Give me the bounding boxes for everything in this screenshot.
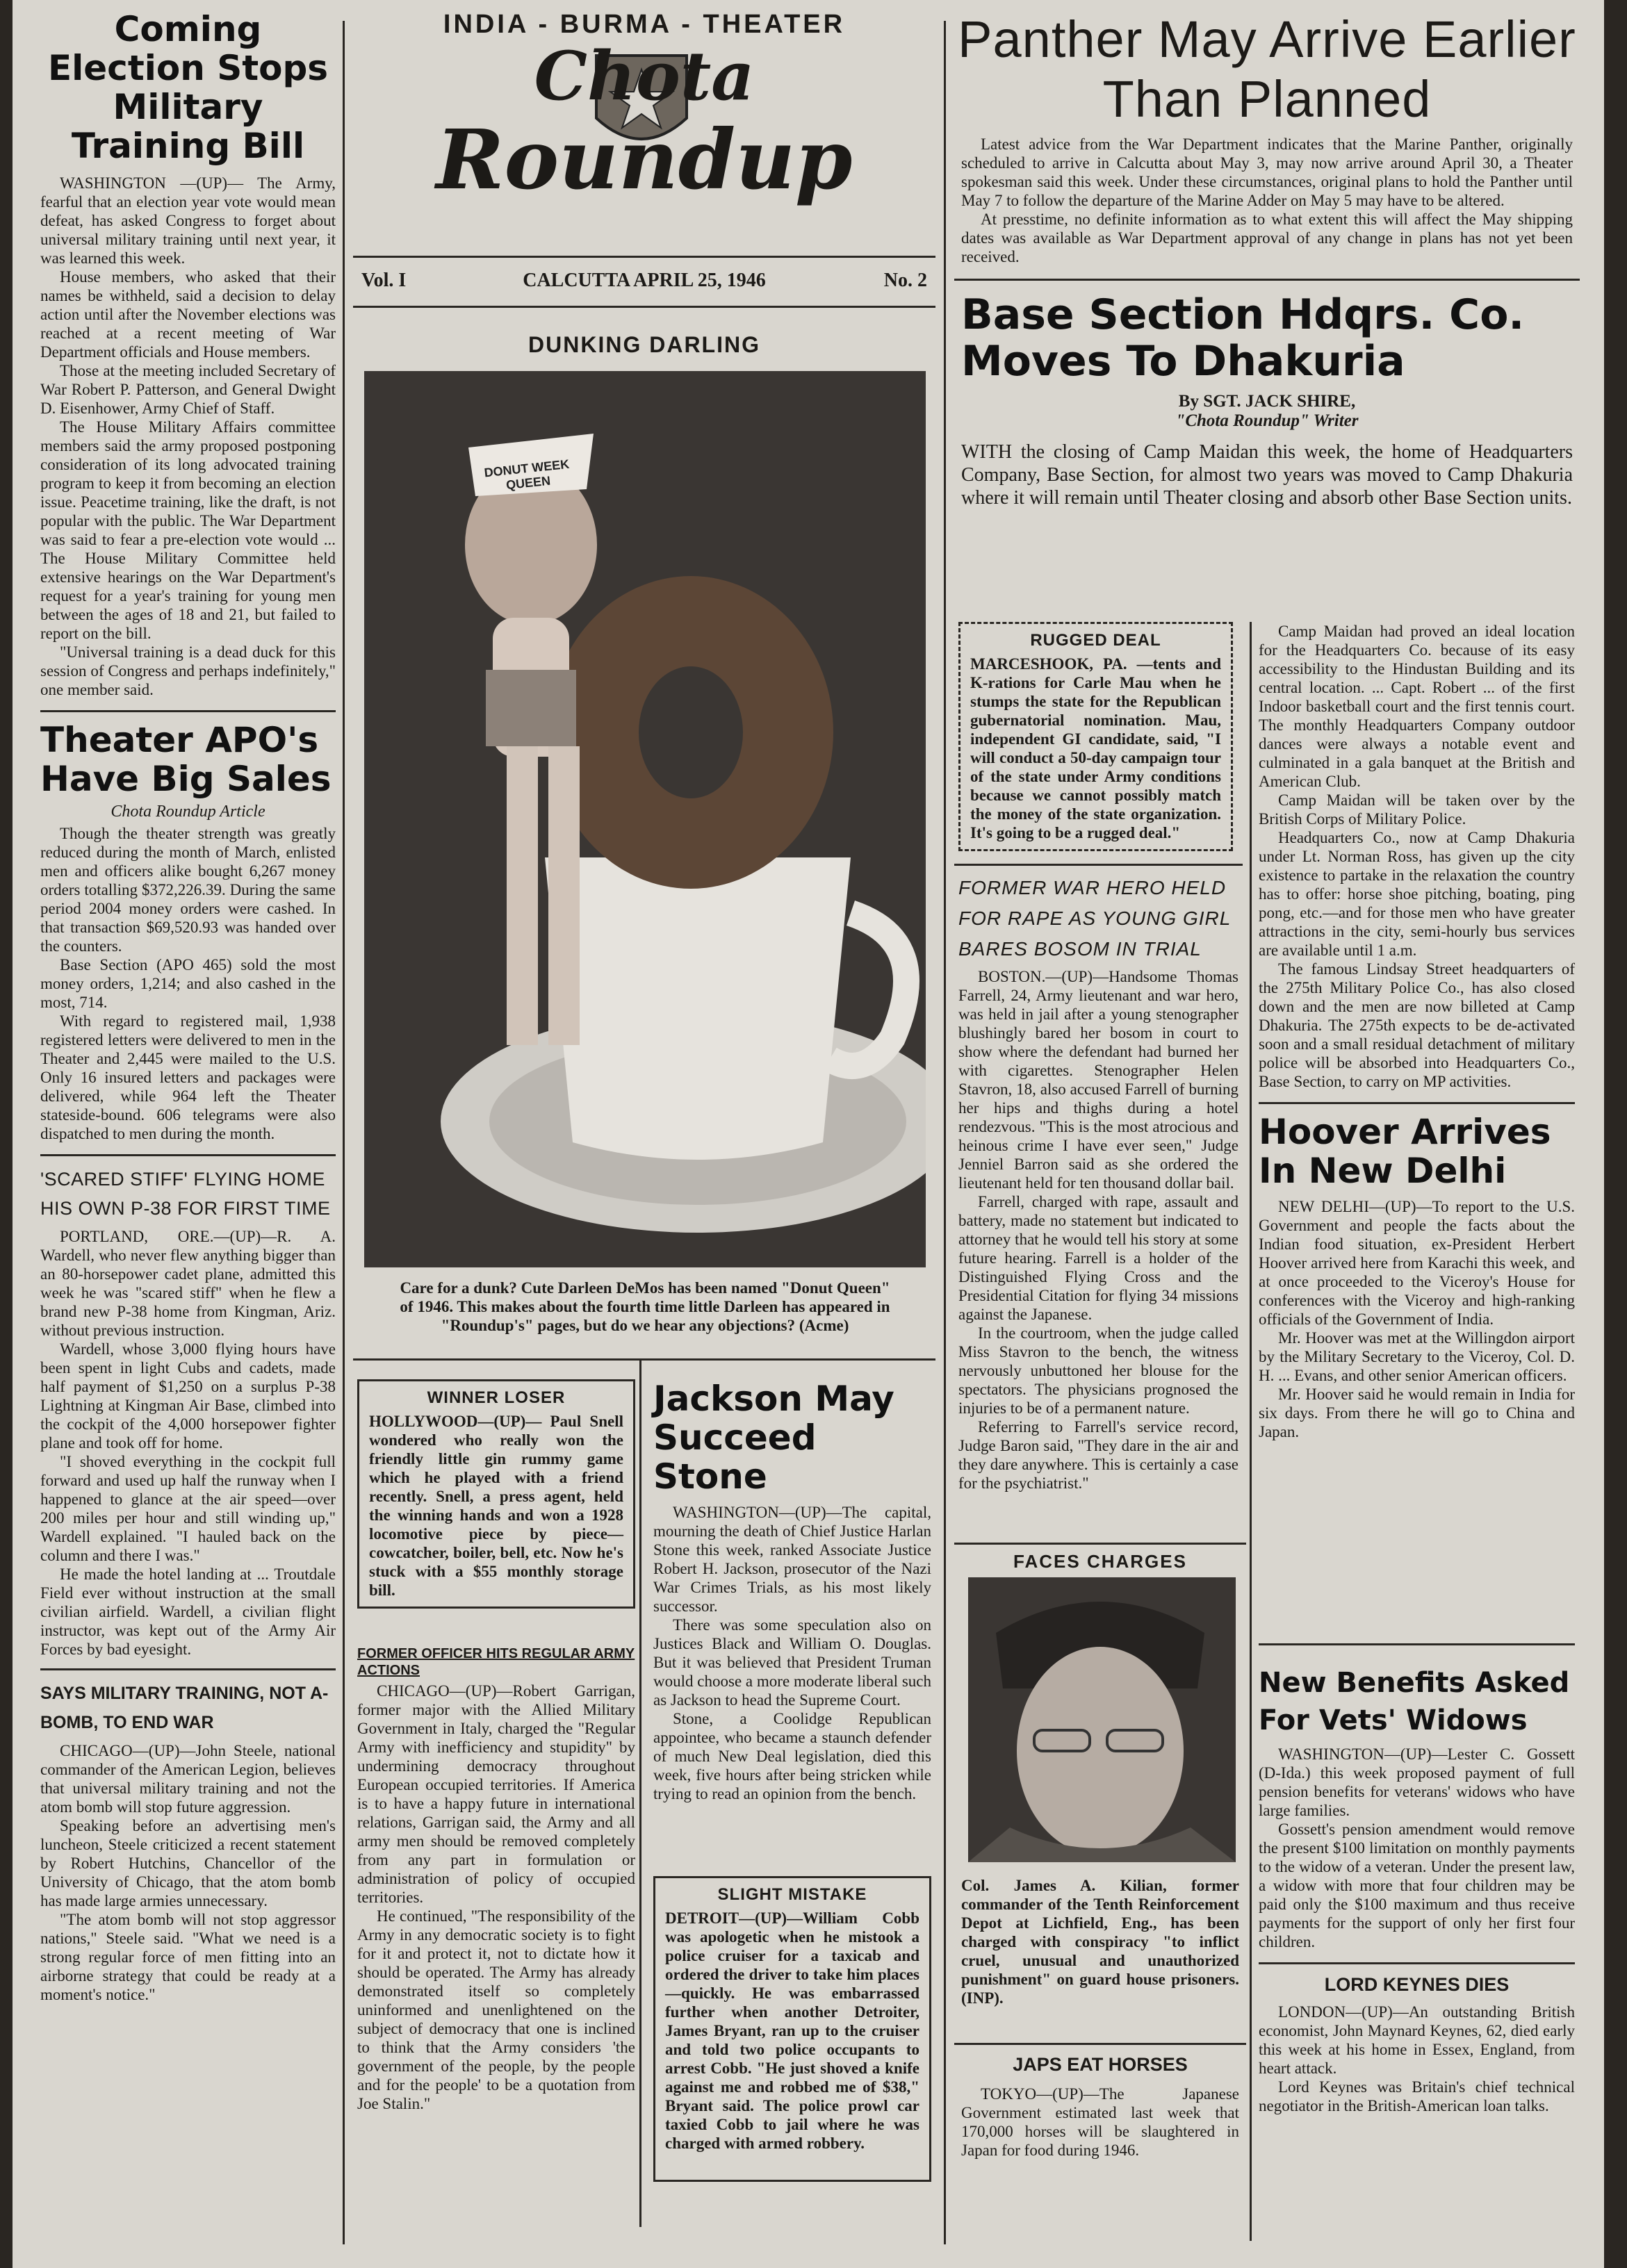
- divider: [40, 1154, 336, 1156]
- box-winner-loser: [357, 1379, 635, 1609]
- former-officer-article: [357, 1645, 635, 2113]
- para: Gossett's pension amendment would remove the present $100 limitation on monthly payments to the widow of a veteran. Under the present law, a widow with more that four children may be paid only the $100 maximum and thus receive payments for the support of only her first four children.: [1259, 1821, 1575, 1950]
- article-panther: [961, 135, 1573, 266]
- headline-base-section: Base Section Hdqrs. Co. Moves To Dhakuria: [961, 290, 1525, 386]
- para: Farrell, charged with rape, assault and battery, made no statement but indicated to attorney that he would tell his story at some future hearing. Farrell is a holder of the Distinguished Flying Cross and the Presidential Citation for flying 34 missions against the Japanese.: [958, 1193, 1238, 1323]
- lede-base-section: WITH the closing of Camp Maidan this week, the home of Headquarters Company, Base Section, for almost two years was moved to Camp Dhakuria where it will remain until Theater closing and absorb other Base Section units.: [961, 441, 1573, 509]
- para: Those at the meeting included Secretary of War Robert P. Patterson, and General Dwight D. Eisenhower, Army Chief of Staff.: [40, 362, 336, 417]
- box-title: WINNER LOSER: [427, 1388, 566, 1407]
- article-election: [40, 174, 336, 699]
- photo-illustration: [364, 371, 926, 1267]
- para: Speaking before an advertising men's luncheon, Steele criticized a recent statement by Robert Hutchins, Chancellor of the University of Chicago, that the atom bomb has made large armies unnecessary.: [40, 1817, 336, 1909]
- para: In the courtroom, when the judge called Miss Stavron to the bench, the witness nervously unbuttoned her blouse for the spectators. The physicians prognosed the injuries to be of a permanent nature.: [958, 1324, 1238, 1417]
- issue-number: No. 2: [883, 270, 927, 291]
- headline-former-officer: FORMER OFFICER HITS REGULAR ARMY ACTIONS: [357, 1646, 635, 1678]
- photo-title-faces: FACES CHARGES: [1013, 1551, 1187, 1572]
- para: "The atom bomb will not stop aggressor nations," Steele said. "What we need is a strong regular force of men fitting into an airborne strategy that could be ready at a moment's notice.": [40, 1911, 336, 2003]
- para: Wardell, whose 3,000 flying hours have been spent in light Cubs and cadets, made half payment of $1,250 on a surplus P-38 Lightning at Kingman Air Base, climbed into the cockpit of the 4,000 horsepower fighter plane and took off for home.: [40, 1340, 336, 1452]
- para: Referring to Farrell's service record, Judge Baron said, "They dare in the air and they dare anywhere. This is certainly a case for the psychiatrist.": [958, 1418, 1238, 1492]
- col3-left-sub: [954, 622, 1243, 1493]
- divider: [1259, 1962, 1575, 1964]
- para: WASHINGTON—(UP)—The capital, mourning the death of Chief Justice Harlan Stone this week, ranked Associate Justice Robert H. Jackson, prosecutor of the Nazi War Crimes Trials, as his most likely successor.: [653, 1504, 931, 1615]
- box-slight-mistake: [653, 1876, 931, 2182]
- headline-election: Coming Election Stops Military Training Bill: [47, 9, 329, 166]
- photo-caption: Care for a dunk? Cute Darleen DeMos has been named "Donut Queen" of 1946. This makes about the fourth time little Darleen has appeared in "Roundup's" pages, but do we hear any objections? (Acme): [400, 1279, 890, 1334]
- article-scared-stiff: [40, 1227, 336, 1659]
- para: WASHINGTON —(UP)— The Army, fearful that an election year vote would mean defeat, has asked Congress to forget about universal military training until next year, it was learned this week.: [40, 174, 336, 267]
- volume-label: Vol. I: [361, 270, 407, 291]
- headline-panther: Panther May Arrive Earlier Than Planned: [958, 10, 1576, 128]
- para: Though the theater strength was greatly reduced during the month of March, enlisted men and officers alike bought 6,267 money orders totalling $372,226.39. During the same period 2004 money orders were cashed. In that transaction $69,520.93 was handed over the counters.: [40, 825, 336, 955]
- col3-right-sub: [1259, 622, 1575, 1441]
- center-column: [353, 0, 935, 2244]
- headline-apo: Theater APO's Have Big Sales: [40, 720, 332, 799]
- photo-crown-text: DONUT WEEK QUEEN: [483, 457, 571, 493]
- divider: [40, 710, 336, 712]
- left-column: [40, 0, 336, 2244]
- column-rule-left: [343, 21, 345, 2244]
- box-title: RUGGED DEAL: [1030, 631, 1161, 650]
- para: Mr. Hoover was met at the Willingdon airport by the Military Secretary to the Viceroy, Col. D. H. ... Evans, and other senior American officers.: [1259, 1329, 1575, 1384]
- article-apo: [40, 824, 336, 1143]
- article-military-training: [40, 1741, 336, 2004]
- divider: [1259, 1643, 1575, 1645]
- divider: [954, 864, 1243, 866]
- headline-scared-stiff: 'SCARED STIFF' FLYING HOME HIS OWN P-38 FOR FIRST TIME: [40, 1169, 331, 1219]
- para: Headquarters Co., now at Camp Dhakuria under Lt. Norman Ross, has given up the city existence to partake in the relaxation the country has to offer: horse shoe pitching, boating, ping pong, etc.—and for those men who have greater attractions in the city, semi-hourly bus services are available until 1 a.m.: [1259, 829, 1575, 959]
- headline-benefits: New Benefits Asked For Vets' Widows: [1259, 1667, 1570, 1736]
- para: Camp Maidan had proved an ideal location for the Headquarters Co. because of its easy accessibility to the Hindustan Building and its central location. ... Capt. Robert ... of the first Indoor basketball court and the first tennis court. The monthly Headquarters Company outdoor dances were always a notable event and culminated in a gala banquet at the British and American Club.: [1259, 623, 1575, 790]
- jackson-article: [653, 1379, 931, 1803]
- masthead-chota: Chota: [534, 37, 755, 115]
- masthead-roundup: Roundup: [436, 111, 853, 208]
- box-rugged-deal: [958, 622, 1233, 851]
- photo-dunking-darling: [364, 371, 926, 1267]
- divider: [954, 2043, 1246, 2045]
- byline-apo: Chota Roundup Article: [111, 803, 265, 821]
- headline-keynes: LORD KEYNES DIES: [1324, 1974, 1510, 1995]
- para: BOSTON.—(UP)—Handsome Thomas Farrell, 24, Army lieutenant and war hero, was held in jail after a young stenographer blushingly bared her bosom in court to show where the defendant had burned her with cigarettes. Stenographer Helen Stavron, 18, also accused Farrell of burning her hips and thighs during a hotel rendezvous. "This is the most atrocious and heinous crime I have ever seen," Judge Jenniel Barron said as she ordered the lieutenant held for ten thousand dollar bail.: [958, 968, 1238, 1192]
- article-japs: TOKYO—(UP)—The Japanese Government estimated last week that 170,000 horses will be slaughtered in Japan for food during 1946.: [961, 2085, 1239, 2159]
- para: With regard to registered mail, 1,938 registered letters were delivered to men in the Theater and 2,445 were mailed to the U.S. Only 16 insured letters and packages were delivered, while 964 left the Theater stateside-bound. 606 telegrams were also dispatched to men during the month.: [40, 1012, 336, 1142]
- byline-writer: "Chota Roundup" Writer: [1175, 411, 1359, 431]
- box-body: DETROIT—(UP)—William Cobb was apologetic when he mistook a police cruiser for a taxicab and ordered the driver to take him places—quickly. He was embarrassed further when another Detroiter, James Bryant, ran up to the cruiser and told two police occupants to arrest Cobb. "He just shoved a knife against me and robbed me of $38," Bryant said. The police prowl car taxied Cobb to jail where he was charged with armed robbery.: [665, 1909, 919, 2152]
- divider: [353, 1358, 935, 1361]
- caption-kilian: Col. James A. Kilian, former commander of the Tenth Reinforcement Depot at Lichfield, Eng., has been charged with conspiracy "to inflict cruel, unusual and unauthorized punishment" on guard house prisoners. (INP).: [961, 1877, 1239, 2007]
- para: Stone, a Coolidge Republican appointee, who became a staunch defender of much New Deal legislation, died this week, five hours after being stricken while trying to read an opinion from the bench.: [653, 1710, 931, 1802]
- masthead-rule-bottom: [353, 306, 935, 308]
- para: Lord Keynes was Britain's chief technical negotiator in the British-American loan talks.: [1259, 2078, 1575, 2114]
- box-body: HOLLYWOOD—(UP)— Paul Snell wondered who really won the friendly little gin rummy game which he played with a friend recently. Snell, a press agent, held the winning hands and won a 1928 locomotive piece by piece—cowcatcher, boiler, bell, etc. Now he's stuck with a $55 monthly storage bill.: [369, 1413, 623, 1599]
- newspaper-page: [13, 0, 1604, 2268]
- masthead-rule-top: [353, 256, 935, 258]
- portrait-illustration: [968, 1577, 1236, 1862]
- para: NEW DELHI—(UP)—To report to the U.S. Government and people the facts about the Indian food situation, ex-President Herbert Hoover arrived here from Karachi this week, and at once proceeded to the Viceroy's House for conferences with the Viceroy and high-ranking officials of the Government of India.: [1259, 1198, 1575, 1328]
- para: The famous Lindsay Street headquarters of the 275th Military Police Co., has also closed down and the men are now billeted at Camp Dhakuria. The 275th expects to be de-activated soon and a small residual detachment of military police will be absorbed into Headquarters Co., Base Section, to carry on MP activities.: [1259, 960, 1575, 1090]
- photo-title: DUNKING DARLING: [528, 332, 760, 357]
- para: Base Section (APO 465) sold the most money orders, 1,214; and also cashed in the most, 714.: [40, 956, 336, 1011]
- article-maidan: [1259, 622, 1575, 1091]
- para: "Universal training is a dead duck for this session of Congress and perhaps indefinitely," one member said.: [40, 643, 336, 698]
- para: CHICAGO—(UP)—Robert Garrigan, former major with the Allied Military Government in Italy, charged the "Regular Army with inefficiency and stupidity" by undermining democracy throughout European occupied territories. If America is to have a happy future in international relations, Garrigan said, the Army and all army men should be removed completely from any part in formulation or administration of policy of occupied territories.: [357, 1682, 635, 1906]
- article-keynes: [1259, 2003, 1575, 2115]
- headline-war-hero: FORMER WAR HERO HELD FOR RAPE AS YOUNG GIRL BARES BOSOM IN TRIAL: [958, 877, 1231, 960]
- article-hoover: [1259, 1197, 1575, 1441]
- box-title: SLIGHT MISTAKE: [717, 1885, 867, 1904]
- para: Latest advice from the War Department indicates that the Marine Panther, originally scheduled to arrive in Calcutta about May 3, may now arrive around April 30, a Theater spokesman said this week. Under these circumstances, original plans to hold the Panther until May 7 to follow the departure of the Marine Adder on May 5 may have to be altered.: [961, 135, 1573, 209]
- para: Mr. Hoover said he would remain in India for six days. From there he will go to China and Japan.: [1259, 1386, 1575, 1440]
- dateline: CALCUTTA APRIL 25, 1946: [523, 270, 766, 291]
- headline-hoover: Hoover Arrives In New Delhi: [1259, 1112, 1551, 1191]
- para: LONDON—(UP)—An outstanding British economist, John Maynard Keynes, 62, died early this week at his home in Essex, England, from heart attack.: [1259, 2003, 1575, 2077]
- headline-jackson: Jackson May Succeed Stone: [653, 1379, 894, 1497]
- article-body: [653, 1503, 931, 1803]
- benefits-article: [1259, 1664, 1575, 2115]
- para: He made the hotel landing at ... Troutdale Field ever without instruction at the small civilian airfield. Wardell, a civilian flight instructor, was kept out of the Army Air Forces by bad eyesight.: [40, 1566, 336, 1658]
- para: The House Military Affairs committee members said the army proposed postponing consideration of its long advocated training program to keep it from becoming an election issue. Peacetime training, like the draft, is not popular with the public. The War Department was said to fear a pre-election vote would ... The House Military Committee held extensive hearings on the War Department's request for a year's training for young men between the ages of 18 and 21, but failed to report on the bill.: [40, 418, 336, 642]
- para: WASHINGTON—(UP)—Lester C. Gossett (D-Ida.) this week proposed payment of full pension benefits for veterans' widows who have large families.: [1259, 1745, 1575, 1819]
- para: At presstime, no definite information as to what extent this will affect the May shipping dates was available as War Department approval of any change in plans has not yet been received.: [961, 211, 1573, 265]
- byline-shire: By SGT. JACK SHIRE,: [1178, 392, 1356, 411]
- divider: [954, 279, 1580, 281]
- column-rule-right: [944, 21, 946, 2244]
- para: House members, who asked that their names be withheld, said a decision to delay action until after the November elections was reached at a recent meeting of War Department officials and House members.: [40, 268, 336, 361]
- headline-military-training: SAYS MILITARY TRAINING, NOT A-BOMB, TO END WAR: [40, 1684, 329, 1732]
- masthead-theater-line: INDIA - BURMA - THEATER: [443, 10, 846, 39]
- para: He continued, "The responsibility of the Army in any democratic society is to fight for it and protect it, not to dictate how it should be operated. The Army has already demonstrated itself so completely uninformed and unenlightened on the subject of democracy that one is inclined to think that the Army considers 'the government of the people, by the people and for the people' to be a quotation from Joe Stalin.": [357, 1907, 635, 2112]
- divider: [954, 1543, 1246, 1545]
- article-war-hero: [958, 967, 1238, 1493]
- divider: [40, 1668, 336, 1670]
- para: "I shoved everything in the cockpit full forward and used up half the runway when I happened to glance at the air speed—over 200 miles per hour and still winding up," Wardell explained. "I hauled back on the column and there I was.": [40, 1453, 336, 1564]
- photo-kilian: [968, 1577, 1236, 1862]
- box-body: MARCESHOOK, PA. —tents and K-rations for Carle Mau when he stumps the state for the Republican gubernatorial nomination. Mau, independent GI candidate, said, "I will conduct a 50-day campaign tour of the state under Army conditions because we cannot possibly match the money of the state organization. It's going to be a rugged deal.": [970, 655, 1221, 841]
- right-column: [954, 0, 1580, 2244]
- para: PORTLAND, ORE.—(UP)—R. A. Wardell, who never flew anything bigger than an 80-horsepower cadet plane, admitted this week he was "scared stiff" when he flew a brand new P-38 home from Kingman, Ariz. without previous instruction.: [40, 1228, 336, 1339]
- article-body: [1259, 1745, 1575, 1951]
- para: CHICAGO—(UP)—John Steele, national commander of the American Legion, believes that universal military training and not the atom bomb will stop future aggression.: [40, 1742, 336, 1816]
- divider: [1259, 1102, 1575, 1104]
- para: Camp Maidan will be taken over by the British Corps of Military Police.: [1259, 791, 1575, 828]
- headline-japs: JAPS EAT HORSES: [1013, 2054, 1188, 2075]
- article-body: [357, 1682, 635, 2113]
- para: There was some speculation also on Justices Black and William O. Douglas. But it was believed that President Truman would choose a more moderate liberal such as Jackson to head the Supreme Court.: [653, 1616, 931, 1709]
